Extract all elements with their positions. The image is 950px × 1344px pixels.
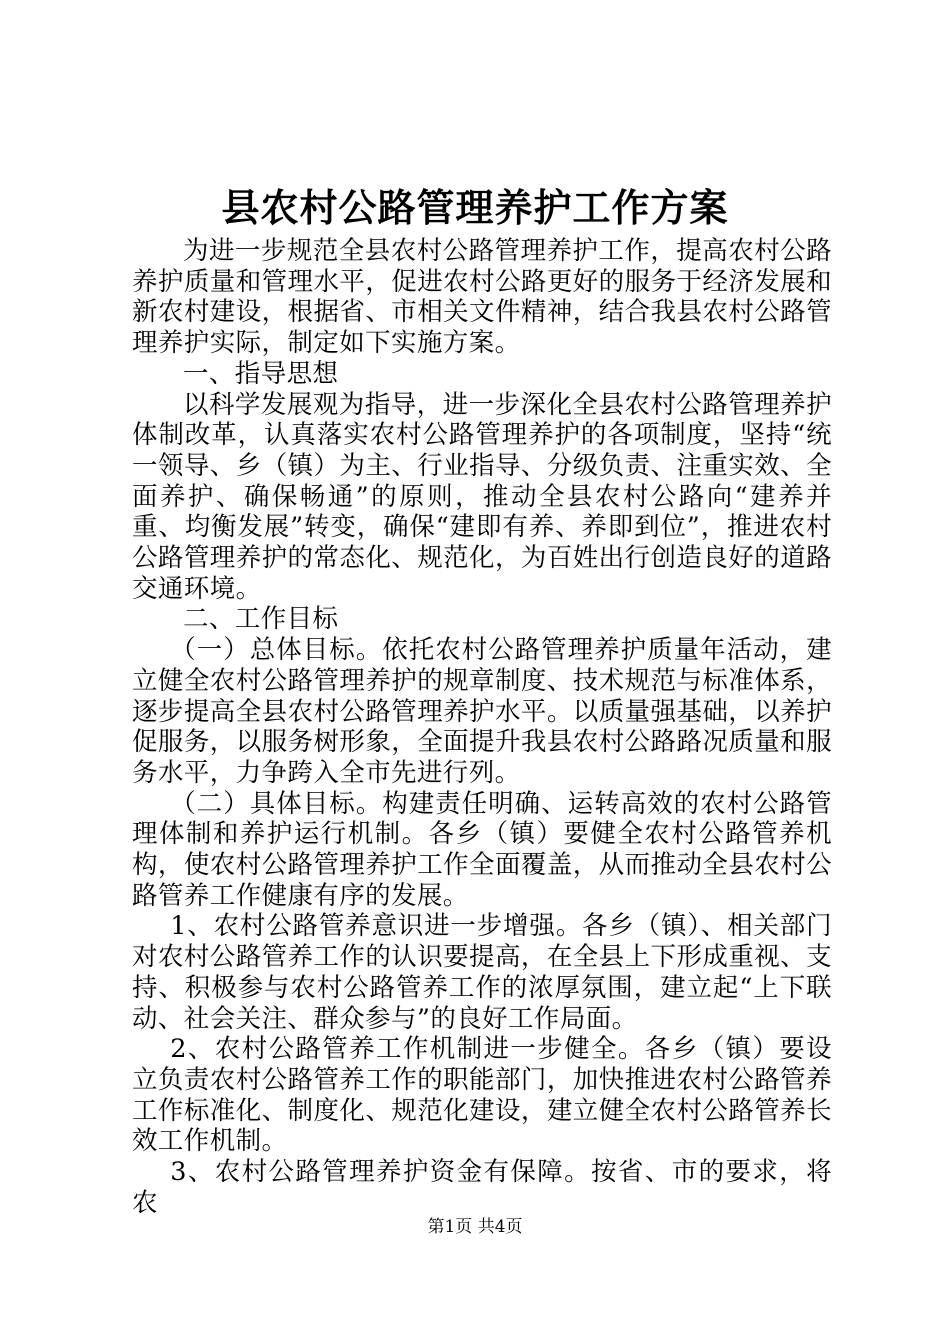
overall-goal-paragraph: （一）总体目标。依托农村公路管理养护质量年活动，建立健全农村公路管理养护的规章制度、技术规范与标准体系，逐步提高全县农村公路管理养护水平。以质量强基础，以养护促服务，以服务树形象，全面提升我县农村公路路况质量和服务水平，力争跨入全市先进行列。 [132,635,832,788]
specific-goal-paragraph: （二）具体目标。构建责任明确、运转高效的农村公路管理体制和养护运行机制。各乡（镇）要健全农村公路管养机构，使农村公路管理养护工作全面覆盖，从而推动全县农村公路管养工作健康有序的发展。 [132,788,832,911]
page-number-footer: 第1页 共4页 [427,1217,523,1237]
goal-item-3-paragraph: 3、农村公路管理养护资金有保障。按省、市的要求，将农 [132,1157,832,1218]
guiding-thought-paragraph: 以科学发展观为指导，进一步深化全县农村公路管理养护体制改革，认真落实农村公路管理养护的各项制度，坚持“统一领导、乡（镇）为主、行业指导、分级负责、注重实效、全面养护、确保畅通”的原则，推动全县农村公路向“建养并重、均衡发展”转变，确保“建即有养、养即到位”，推进农村公路管理养护的常态化、规范化，为百姓出行创造良好的道路交通环境。 [132,389,832,604]
section-heading-guiding-thought: 一、指导思想 [183,358,339,389]
goal-item-1-paragraph: 1、农村公路管养意识进一步增强。各乡（镇）、相关部门对农村公路管养工作的认识要提高，在全县上下形成重视、支持、积极参与农村公路管养工作的浓厚氛围，建立起“上下联动、社会关注、群众参与”的良好工作局面。 [132,911,832,1034]
goal-item-2-paragraph: 2、农村公路管养工作机制进一步健全。各乡（镇）要设立负责农村公路管养工作的职能部门，加快推进农村公路管养工作标准化、制度化、规范化建设，建立健全农村公路管养长效工作机制。 [132,1034,832,1157]
section-heading-work-goals: 二、工作目标 [183,604,339,635]
intro-paragraph: 为进一步规范全县农村公路管理养护工作，提高农村公路养护质量和管理水平，促进农村公路更好的服务于经济发展和新农村建设，根据省、市相关文件精神，结合我县农村公路管理养护实际，制定如下实施方案。 [132,236,832,359]
document-title: 县农村公路管理养护工作方案 [221,185,729,230]
document-body [132,236,832,1219]
